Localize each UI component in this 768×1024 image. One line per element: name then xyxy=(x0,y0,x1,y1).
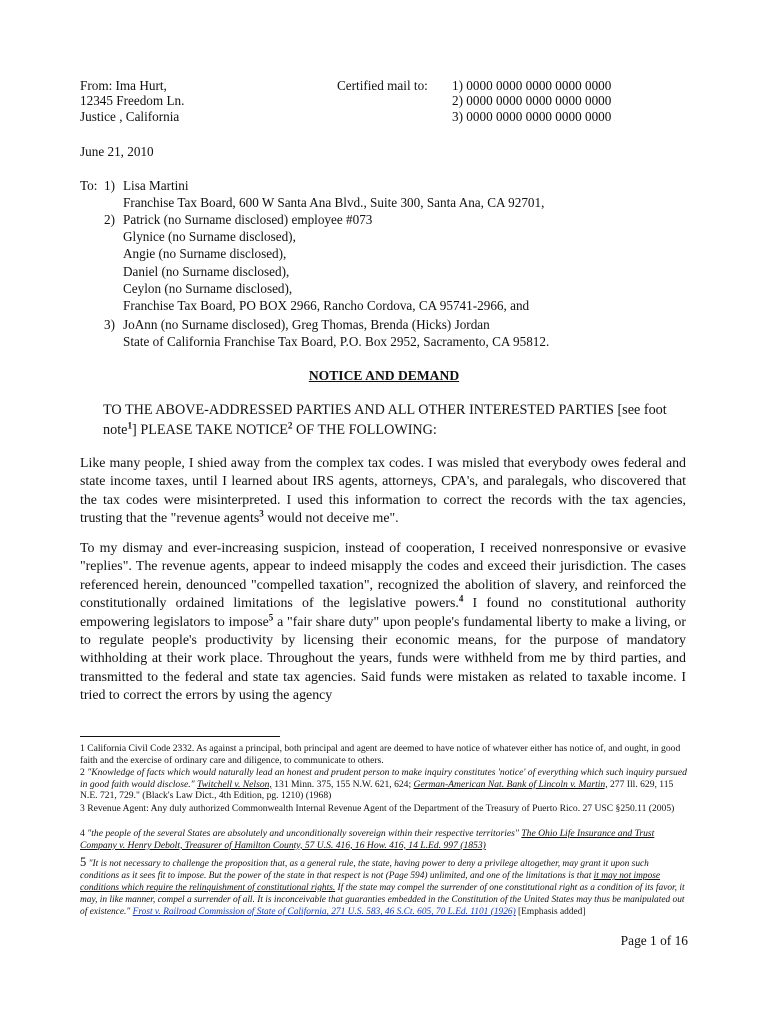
footnote-4-quote: "the people of the several States are absolutely and unconditionally sovereign within their respective territories" xyxy=(87,828,519,839)
notice-title: NOTICE AND DEMAND xyxy=(308,368,460,383)
certified-numbers xyxy=(452,78,611,124)
case-citation-link[interactable]: Twitchell v. Nelson, xyxy=(197,778,272,790)
recipient-1-name: Lisa Martini xyxy=(123,178,189,193)
paragraph-text: would not deceive me". xyxy=(263,511,399,527)
footnote-2-quote: "Knowledge of facts which would naturally lead an honest and prudent person to make inquiry constitutes 'notice' of everything which such inquiry pursued in good faith would disclose." xyxy=(80,767,687,790)
emphasis-text: it may not impose conditions which require the relinquishment of constitutional rights. xyxy=(80,871,661,893)
intro-text: ] PLEASE TAKE NOTICE xyxy=(132,422,288,438)
certified-number-1: 1) 0000 0000 0000 0000 0000 xyxy=(452,78,612,93)
footnote-3: 3 Revenue Agent: Any duly authorized Commonwealth Internal Revenue Agent of the Department of the Treasury of Puerto Rico. 27 USC §250.11 (2005) xyxy=(80,803,675,814)
paragraph-text: a "fair share duty" upon people's fundamental liberty to make a living, or to regulate people's productivity by licensing their economic means, for the purpose of mandatory withholding at their work place. Throughout the years, funds were withheld from me by third parties, and transmitted to the federal and state tax agencies. Said funds were mistaken as related to taxable income. I tried to correct the errors by using the agency xyxy=(80,614,686,704)
recipient-2-line: Patrick (no Surname disclosed) employee #073 xyxy=(123,212,373,227)
body-paragraph-2 xyxy=(80,540,686,706)
case-citation-link[interactable]: German-American Nat. Bank of Lincoln v. Martin, xyxy=(413,778,608,790)
recipient-3-address: State of California Franchise Tax Board, P.O. Box 2952, Sacramento, CA 95812. xyxy=(123,334,550,350)
recipient-2 xyxy=(123,211,529,314)
recipient-2-address: Franchise Tax Board, PO BOX 2966, Rancho Cordova, CA 95741-2966, and xyxy=(123,298,530,314)
recipient-2-line: Angie (no Surname disclosed), xyxy=(123,246,287,262)
recipient-1-address: Franchise Tax Board, 600 W Santa Ana Blvd., Suite 300, Santa Ana, CA 92701, xyxy=(123,195,545,211)
body-paragraph-1 xyxy=(80,455,686,529)
recipient-1-number: 1) xyxy=(104,178,115,193)
certified-mail-label: Certified mail to: xyxy=(337,78,428,93)
recipient-3-number: 3) xyxy=(104,317,115,332)
paragraph-text: Like many people, I shied away from the complex tax codes. I was misled that everybody owes federal and state income taxes, until I learned about IRS agents, attorneys, CPA's, and paralegals, who discovered that the tax codes were misinterpreted. I used this information to correct the records with the tax agencies, trusting that the "revenue agents xyxy=(80,456,686,527)
certified-number-2: 2) 0000 0000 0000 0000 0000 xyxy=(452,93,612,109)
footnote-5: 5 "It is not necessary to challenge the proposition that, as a general rule, the state, having power to deny a privilege altogether, may grant it upon such conditions as it sees fit to impose. But the power of the state in that respect is not (Page 594) unlimited, and one of the limitations is that it may not impose conditions which require the relinquishment of constitutional rights. If the state may compel the surrender of one constitutional right as a condition of its favor, it may, in like manner, compel a surrender of all. It is inconceivable that guaranties embedded in the Constitution of the United States may thus be manipulated out of existence." Frost v. Railroad Commission of State of California, 271 U.S. 583, 46 S.Ct. 605, 70 L.Ed. 1101 (1926) [Emphasis added] xyxy=(80,855,685,917)
sender-name: From: Ima Hurt, xyxy=(80,78,167,93)
case-citation-link[interactable]: Frost v. Railroad Commission of State of California, 271 U.S. 583, 46 S.Ct. 605, 70 L.Ed. 1101 (1926) xyxy=(132,907,516,917)
footnote-1: 1 California Civil Code 2332. As against a principal, both principal and agent are deemed to have notice of whatever either has notice of, and ought, in good faith and the exercise of ordinary care and diligence, to communicate to others. xyxy=(80,743,681,766)
sender-block xyxy=(80,78,184,124)
to-label: To: xyxy=(80,178,98,193)
recipient-2-line: Glynice (no Surname disclosed), xyxy=(123,229,296,245)
footnote-2: 2 "Knowledge of facts which would naturally lead an honest and prudent person to make inquiry constitutes 'notice' of everything which such inquiry pursued in good faith would disclose." Twitchell v. Nelson, 131 Minn. 375, 155 N.W. 621, 624; German-American Nat. Bank of Lincoln v. Martin, 277 Ill. 629, 115 N.E. 721, 729." (Black's Law Dict., 4th Edition, pg. 1210) (1968) xyxy=(80,767,687,802)
footnote-ref-5: 5 xyxy=(268,612,274,622)
footnote-ref-4: 4 xyxy=(458,593,464,604)
recipient-3-names: JoAnn (no Surname disclosed), Greg Thomas, Brenda (Hicks) Jordan xyxy=(123,317,490,332)
paragraph-text: I found no constitutional authority empowering legislators to impose xyxy=(80,596,686,630)
case-citation-link[interactable]: The Ohio Life Insurance and Trust Company v. Henry Debolt, Treasurer of Hamilton County, 57 U.S. 416, 16 How. 416, 14 L.Ed. 997 (1853) xyxy=(80,828,655,851)
intro-text: OF THE FOLLOWING: xyxy=(292,422,437,438)
footnote-divider xyxy=(80,736,280,737)
recipient-1 xyxy=(123,177,544,211)
recipient-2-number: 2) xyxy=(104,212,115,227)
intro-text: TO THE ABOVE-ADDRESSED PARTIES AND ALL OTHER INTERESTED PARTIES [see foot note xyxy=(103,402,667,438)
footnote-ref-2: 2 xyxy=(287,420,293,431)
recipient-2-line: Daniel (no Surname disclosed), xyxy=(123,263,290,279)
recipient-3 xyxy=(123,316,549,350)
notice-intro xyxy=(103,400,683,440)
recipient-2-line: Ceylon (no Surname disclosed), xyxy=(123,280,293,296)
sender-city: Justice , California xyxy=(80,108,180,124)
paragraph-text: To my dismay and ever-increasing suspicion, instead of cooperation, I received nonresponsive or evasive "replies". The revenue agents, appear to indeed misapply the codes and exceed their jurisdiction. The cases referenced herein, denounced "compelled taxation", recognized the abolition of slavery, and reinforced the constitutionally ordained limitations of the legislative powers. xyxy=(80,541,686,612)
footnote-ref-1: 1 xyxy=(127,420,133,431)
letter-date: June 21, 2010 xyxy=(80,144,154,159)
footnote-4: 4 "the people of the several States are absolutely and unconditionally sovereign within their respective territories" The Ohio Life Insurance and Trust Company v. Henry Debolt, Treasurer of Hamilton County, 57 U.S. 416, 16 How. 416, 14 L.Ed. 997 (1853) xyxy=(80,828,655,851)
certified-number-3: 3) 0000 0000 0000 0000 0000 xyxy=(452,108,612,124)
page-number: Page 1 of 16 xyxy=(620,933,688,948)
footnote-ref-3: 3 xyxy=(259,508,264,519)
sender-street: 12345 Freedom Ln. xyxy=(80,93,185,109)
